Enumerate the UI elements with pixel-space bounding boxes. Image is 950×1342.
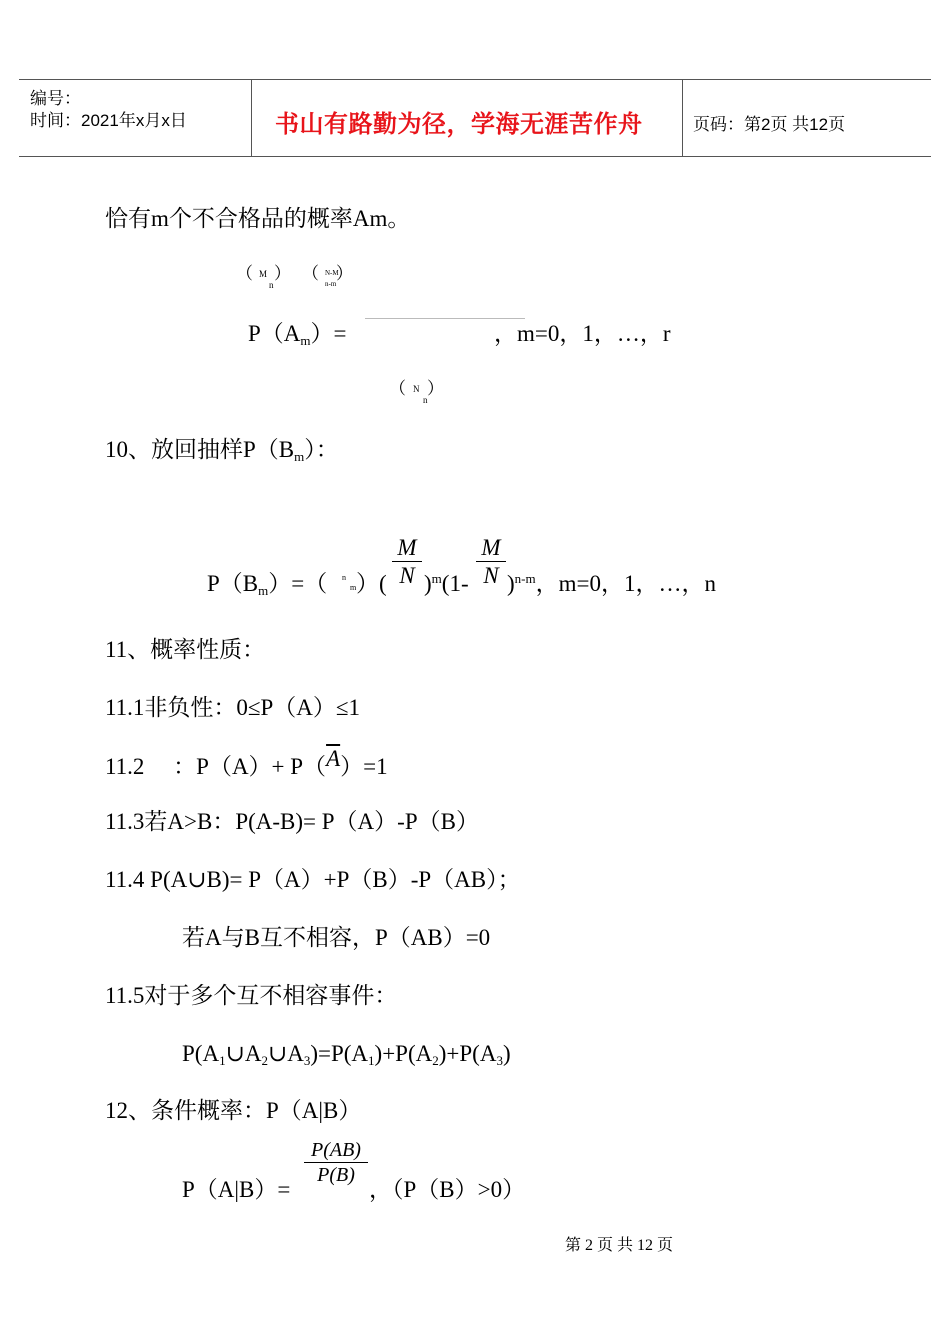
- hyper-paren-open-1: （: [236, 264, 253, 283]
- hyper-paren-open-3: （: [389, 379, 406, 398]
- item11-2-right: ）=1: [340, 754, 388, 779]
- item11-1: 11.1非负性：0≤P（A）≤1: [105, 695, 361, 720]
- hyper-M: M: [259, 269, 268, 279]
- line-am: 恰有m个不合格品的概率Am。: [105, 206, 411, 231]
- union-r2: 2: [432, 1053, 439, 1068]
- binom-frac2-bar: [476, 561, 506, 562]
- header-number-label: 编号：: [30, 89, 81, 108]
- binom-right: [507, 572, 716, 595]
- item11-2-left: 11.2 ：P（A）+ P（: [105, 754, 327, 779]
- hyper-fraction-bar: [365, 318, 525, 319]
- union-p3: )+P(A: [438, 1041, 497, 1066]
- binom-frac2-den: N: [483, 563, 499, 588]
- item11-4: 11.4 P(A∪B)= P（A）+P（B）-P（AB）；: [105, 867, 521, 892]
- binom-mid: [424, 572, 469, 595]
- binom-sup-nm: n-m: [514, 571, 536, 586]
- cond-fraction: [304, 1140, 368, 1185]
- cond-left: P（A|B）=: [182, 1177, 291, 1202]
- binom-frac1-num: M: [397, 535, 417, 560]
- cond-num: P(AB): [311, 1139, 361, 1161]
- union-formula: [182, 1042, 511, 1067]
- hyper-paren-close-1: ）: [274, 264, 291, 283]
- union-eq: )=P(A: [310, 1041, 369, 1066]
- union-r1: 1: [368, 1053, 375, 1068]
- cond-den: P(B): [317, 1164, 355, 1186]
- hyper-formula-eq: ）=: [310, 321, 347, 346]
- union-end: ): [502, 1041, 511, 1066]
- binom-close: ）(: [356, 571, 387, 596]
- binom-pow-close: ): [507, 571, 515, 596]
- binom-frac1-bar: [392, 561, 422, 562]
- header-time-label: 时间：2021年x月x日: [30, 111, 187, 130]
- hyper-formula-left: [248, 322, 347, 347]
- hyper-nm: n-m: [325, 280, 337, 288]
- hyper-NM: N-M: [325, 269, 339, 277]
- hyper-formula-sub: m: [300, 333, 311, 348]
- union-p: P(A: [182, 1041, 220, 1066]
- hyper-paren-close-2: ）: [336, 264, 353, 283]
- item10-title-text: 10、放回抽样P（B: [105, 437, 295, 462]
- hyper-N: N: [413, 384, 420, 394]
- binom-fraction-1: [392, 536, 422, 587]
- binom-p: P（B: [207, 571, 259, 596]
- union-2: 2: [261, 1053, 268, 1068]
- union-3: 3: [303, 1053, 311, 1068]
- hyper-n2: n: [423, 395, 428, 405]
- binom-mid-text: (1-: [441, 571, 469, 596]
- union-c2: ∪A: [267, 1041, 304, 1066]
- hyper-paren-close-3: ）: [427, 379, 444, 398]
- header-divider-1: [251, 79, 252, 157]
- hyper-n1: n: [269, 280, 274, 290]
- item11-3: 11.3若A>B：P(A-B)= P（A）-P（B）: [105, 809, 479, 834]
- hyper-paren-open-2: （: [302, 264, 319, 283]
- union-1: 1: [219, 1053, 226, 1068]
- binom-right-text: ，m=0，1，…，n: [535, 571, 716, 596]
- cond-bar: [304, 1162, 368, 1163]
- binom-sup-m: m: [431, 571, 442, 586]
- binom-left: [207, 572, 327, 597]
- binom-n: n: [342, 573, 346, 582]
- union-p2: )+P(A: [374, 1041, 433, 1066]
- item11-2-bar: $\overline{A}$: [326, 746, 341, 771]
- item11-4-note: 若A与B互不相容，P（AB）=0: [182, 925, 491, 950]
- union-r3: 3: [496, 1053, 503, 1068]
- hyper-formula-p: P（A: [248, 321, 301, 346]
- item11-title: 11、概率性质：: [105, 637, 266, 662]
- header-motto: 书山有路勤为径，学海无涯苦作舟: [275, 111, 643, 138]
- binom-frac2-num: M: [481, 535, 501, 560]
- page-footer: 第 2 页 共 12 页: [565, 1237, 674, 1254]
- header-page-info: 页码：第2页 共12页: [693, 115, 846, 134]
- hyper-formula-right: ，m=0，1，…，r: [494, 321, 671, 346]
- header-divider-2: [682, 79, 683, 157]
- binom-eq: ）=（: [268, 571, 328, 596]
- header-bottom-border: [19, 156, 931, 157]
- binom-m: m: [350, 583, 357, 592]
- item11-2: [105, 746, 388, 779]
- binom-fraction-2: [476, 536, 506, 587]
- item12-title: 12、条件概率：P（A|B）: [105, 1098, 362, 1123]
- item10-title: [105, 438, 339, 463]
- binom-frac1-den: N: [399, 563, 415, 588]
- item10-title-end: ）：: [304, 437, 339, 462]
- binom-pow-open: ): [424, 571, 432, 596]
- header-top-border: [19, 79, 931, 80]
- cond-right: ，（P（B）>0）: [369, 1177, 526, 1202]
- binom-sub: m: [258, 583, 269, 598]
- item11-5: 11.5对于多个互不相容事件：: [105, 983, 398, 1008]
- union-c1: ∪A: [225, 1041, 262, 1066]
- item10-sub: m: [294, 449, 305, 464]
